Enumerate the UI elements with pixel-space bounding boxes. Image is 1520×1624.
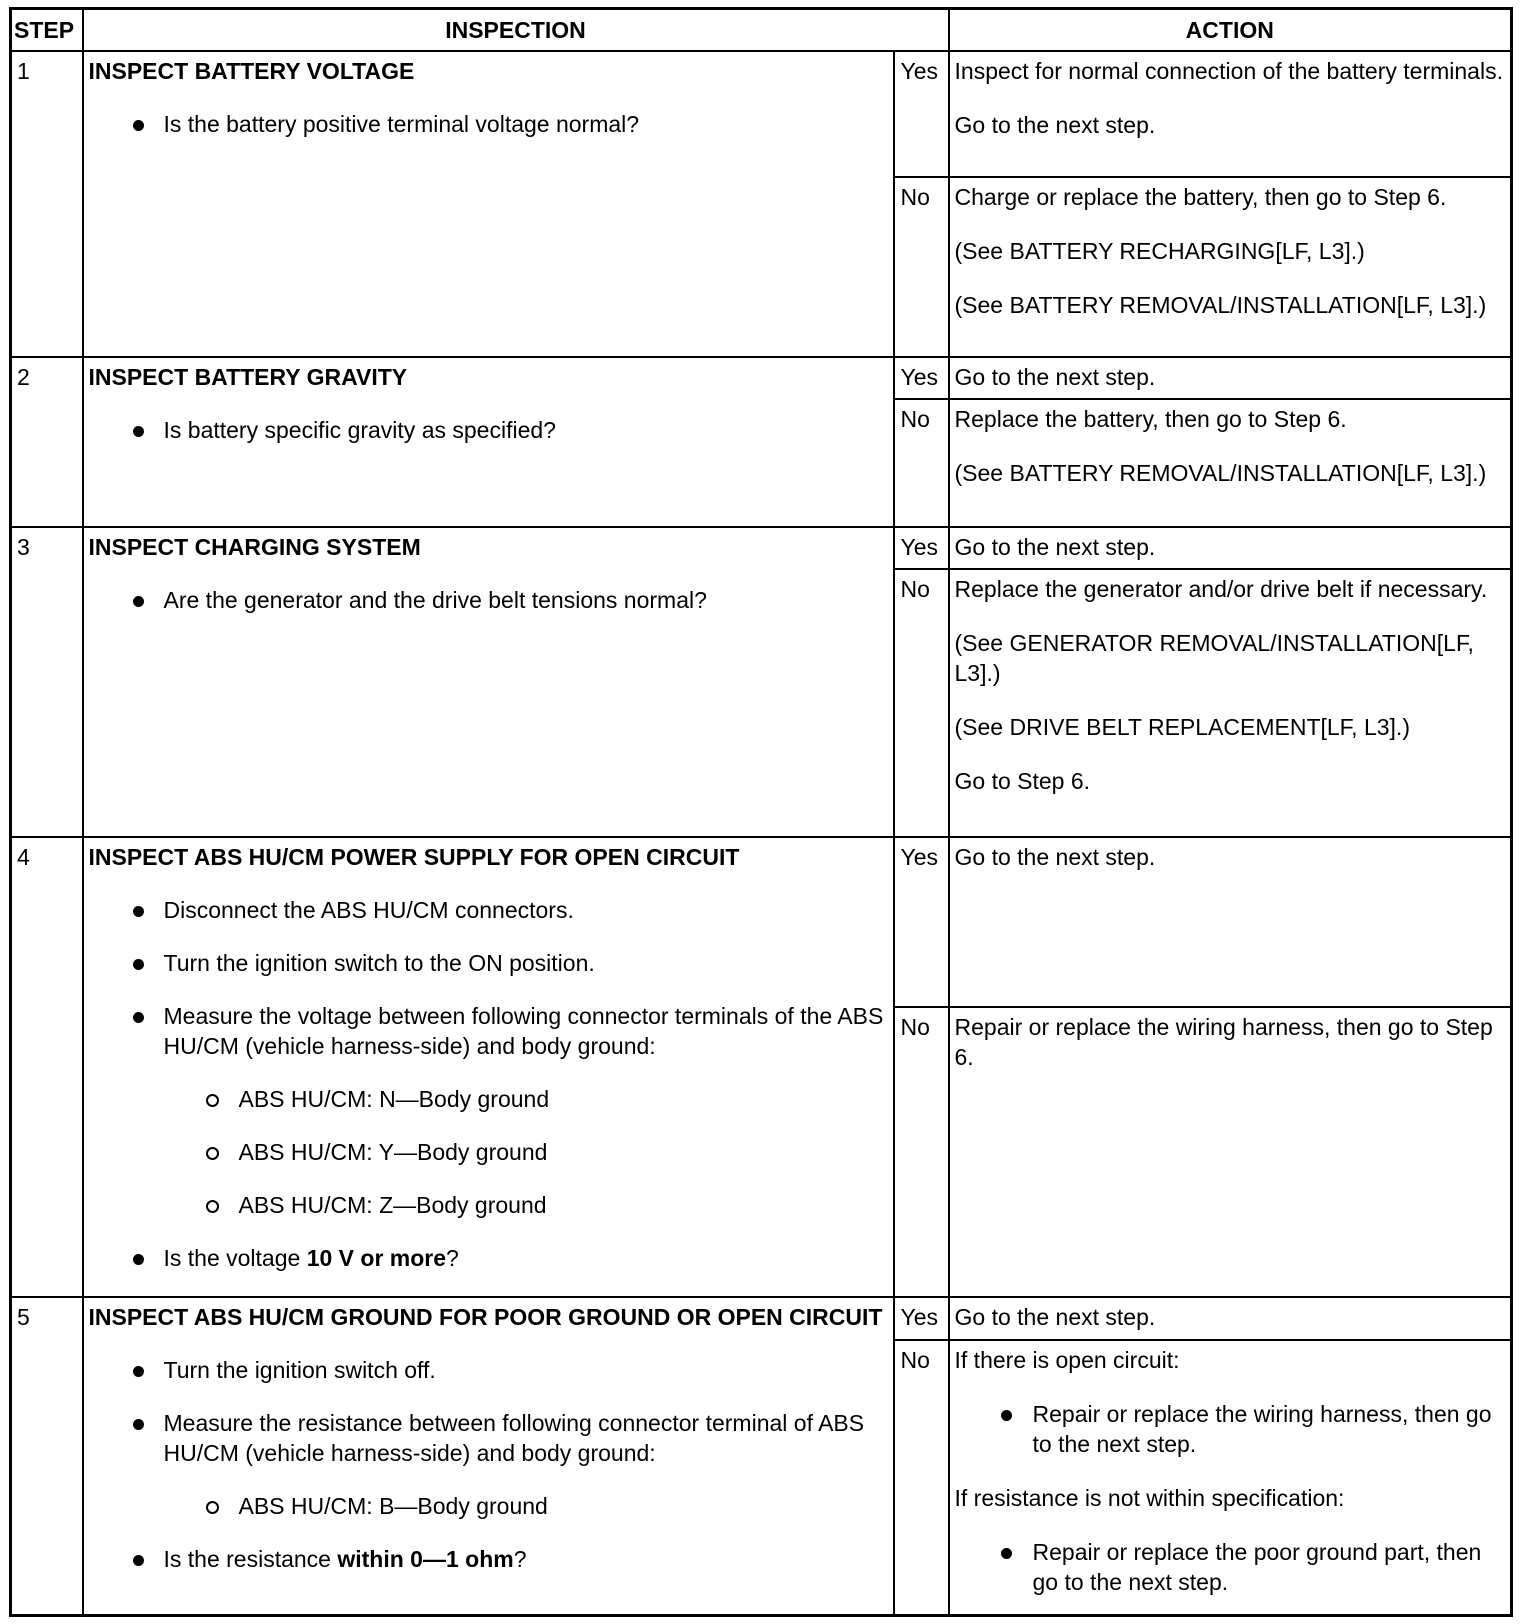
sub-list-item: ABS HU/CM: Y—Body ground [89, 1137, 888, 1167]
yes-action-cell: Go to the next step. [949, 1297, 1512, 1340]
no-label: No [894, 399, 949, 527]
no-label: No [894, 569, 949, 837]
circle-bullet-icon [206, 1200, 219, 1213]
no-action-cell: Replace the generator and/or drive belt if necessary. (See GENERATOR REMOVAL/INSTALLATION[LF, L3].) (See DRIVE BELT REPLACEMENT[LF, L3].) Go to Step 6. [949, 569, 1512, 837]
step-column-header: STEP [11, 9, 83, 51]
yes-action-cell: Go to the next step. [949, 837, 1512, 1007]
no-label: No [894, 1340, 949, 1616]
list-item: Measure the voltage between following connector terminals of the ABS HU/CM (vehicle harness-side) and body ground: [89, 1001, 888, 1061]
bullet-icon [133, 1419, 144, 1430]
bullet-icon [133, 1012, 144, 1023]
list-item: Turn the ignition switch to the ON position. [89, 948, 888, 978]
bullet-icon [1001, 1548, 1012, 1559]
list-item: Repair or replace the wiring harness, then go to the next step. [955, 1399, 1506, 1459]
inspection-cell [83, 837, 894, 1297]
step-title: INSPECT BATTERY GRAVITY [88, 363, 408, 390]
list-item: Is battery specific gravity as specified? [89, 415, 888, 445]
circle-bullet-icon [206, 1094, 219, 1107]
list-item: Measure the resistance between following connector terminal of ABS HU/CM (vehicle harness-side) and body ground: [89, 1408, 888, 1468]
bullet-icon [133, 1254, 144, 1265]
table-header-row [11, 9, 1512, 51]
table-row [11, 1297, 1512, 1340]
bullet-icon [1001, 1410, 1012, 1421]
table-row [11, 357, 1512, 399]
yes-action-cell: Go to the next step. [949, 357, 1512, 399]
list-item: Is the resistance within 0—1 ohm? [89, 1544, 888, 1574]
bullet-icon [133, 120, 144, 131]
list-item: Turn the ignition switch off. [89, 1355, 888, 1385]
step-number: 5 [11, 1297, 83, 1616]
list-item: Disconnect the ABS HU/CM connectors. [89, 895, 888, 925]
list-item: Are the generator and the drive belt tensions normal? [89, 585, 888, 615]
yes-label: Yes [894, 837, 949, 1007]
step-number: 1 [11, 51, 83, 357]
sub-list-item: ABS HU/CM: N—Body ground [89, 1084, 888, 1114]
yes-label: Yes [894, 51, 949, 177]
step-title: INSPECT CHARGING SYSTEM [88, 533, 421, 560]
inspection-cell [83, 51, 894, 357]
inspection-cell [83, 357, 894, 527]
no-label: No [894, 177, 949, 357]
inspection-cell [83, 527, 894, 837]
step-title: INSPECT BATTERY VOLTAGE [88, 57, 415, 84]
no-action-cell: Repair or replace the wiring harness, then go to Step 6. [949, 1007, 1512, 1297]
no-action-cell: Charge or replace the battery, then go to Step 6. (See BATTERY RECHARGING[LF, L3].) (See BATTERY REMOVAL/INSTALLATION[LF, L3].) [949, 177, 1512, 357]
yes-action-cell: Go to the next step. [949, 527, 1512, 569]
step-title: INSPECT ABS HU/CM GROUND FOR POOR GROUND OR OPEN CIRCUIT [88, 1303, 883, 1330]
bullet-icon [133, 1555, 144, 1566]
sub-list-item: ABS HU/CM: Z—Body ground [89, 1190, 888, 1220]
circle-bullet-icon [206, 1501, 219, 1514]
inspection-cell [83, 1297, 894, 1616]
no-action-cell: Replace the battery, then go to Step 6. (See BATTERY REMOVAL/INSTALLATION[LF, L3].) [949, 399, 1512, 527]
list-item: Is the battery positive terminal voltage normal? [89, 109, 888, 139]
no-action-cell: If there is open circuit: Repair or replace the wiring harness, then go to the next step. If resistance is not within specification: Repair or replace the poor ground part, then go to the next step. [949, 1340, 1512, 1616]
no-label: No [894, 1007, 949, 1297]
circle-bullet-icon [206, 1147, 219, 1160]
bullet-icon [133, 426, 144, 437]
bullet-icon [133, 1366, 144, 1377]
yes-label: Yes [894, 357, 949, 399]
step-title: INSPECT ABS HU/CM POWER SUPPLY FOR OPEN CIRCUIT [88, 843, 740, 870]
table-row [11, 51, 1512, 177]
yes-label: Yes [894, 527, 949, 569]
list-item: Repair or replace the poor ground part, then go to the next step. [955, 1537, 1506, 1597]
bullet-icon [133, 959, 144, 970]
step-number: 2 [11, 357, 83, 527]
action-column-header: ACTION [949, 9, 1512, 51]
step-number: 3 [11, 527, 83, 837]
step-number: 4 [11, 837, 83, 1297]
inspection-column-header: INSPECTION [83, 9, 949, 51]
table-row [11, 527, 1512, 569]
yes-label: Yes [894, 1297, 949, 1340]
diagnostic-procedure-table [9, 7, 1513, 1617]
sub-list-item: ABS HU/CM: B—Body ground [89, 1491, 888, 1521]
bullet-icon [133, 906, 144, 917]
bullet-icon [133, 596, 144, 607]
list-item: Is the voltage 10 V or more? [89, 1243, 888, 1273]
yes-action-cell: Inspect for normal connection of the battery terminals. Go to the next step. [949, 51, 1512, 177]
table-row [11, 837, 1512, 1007]
